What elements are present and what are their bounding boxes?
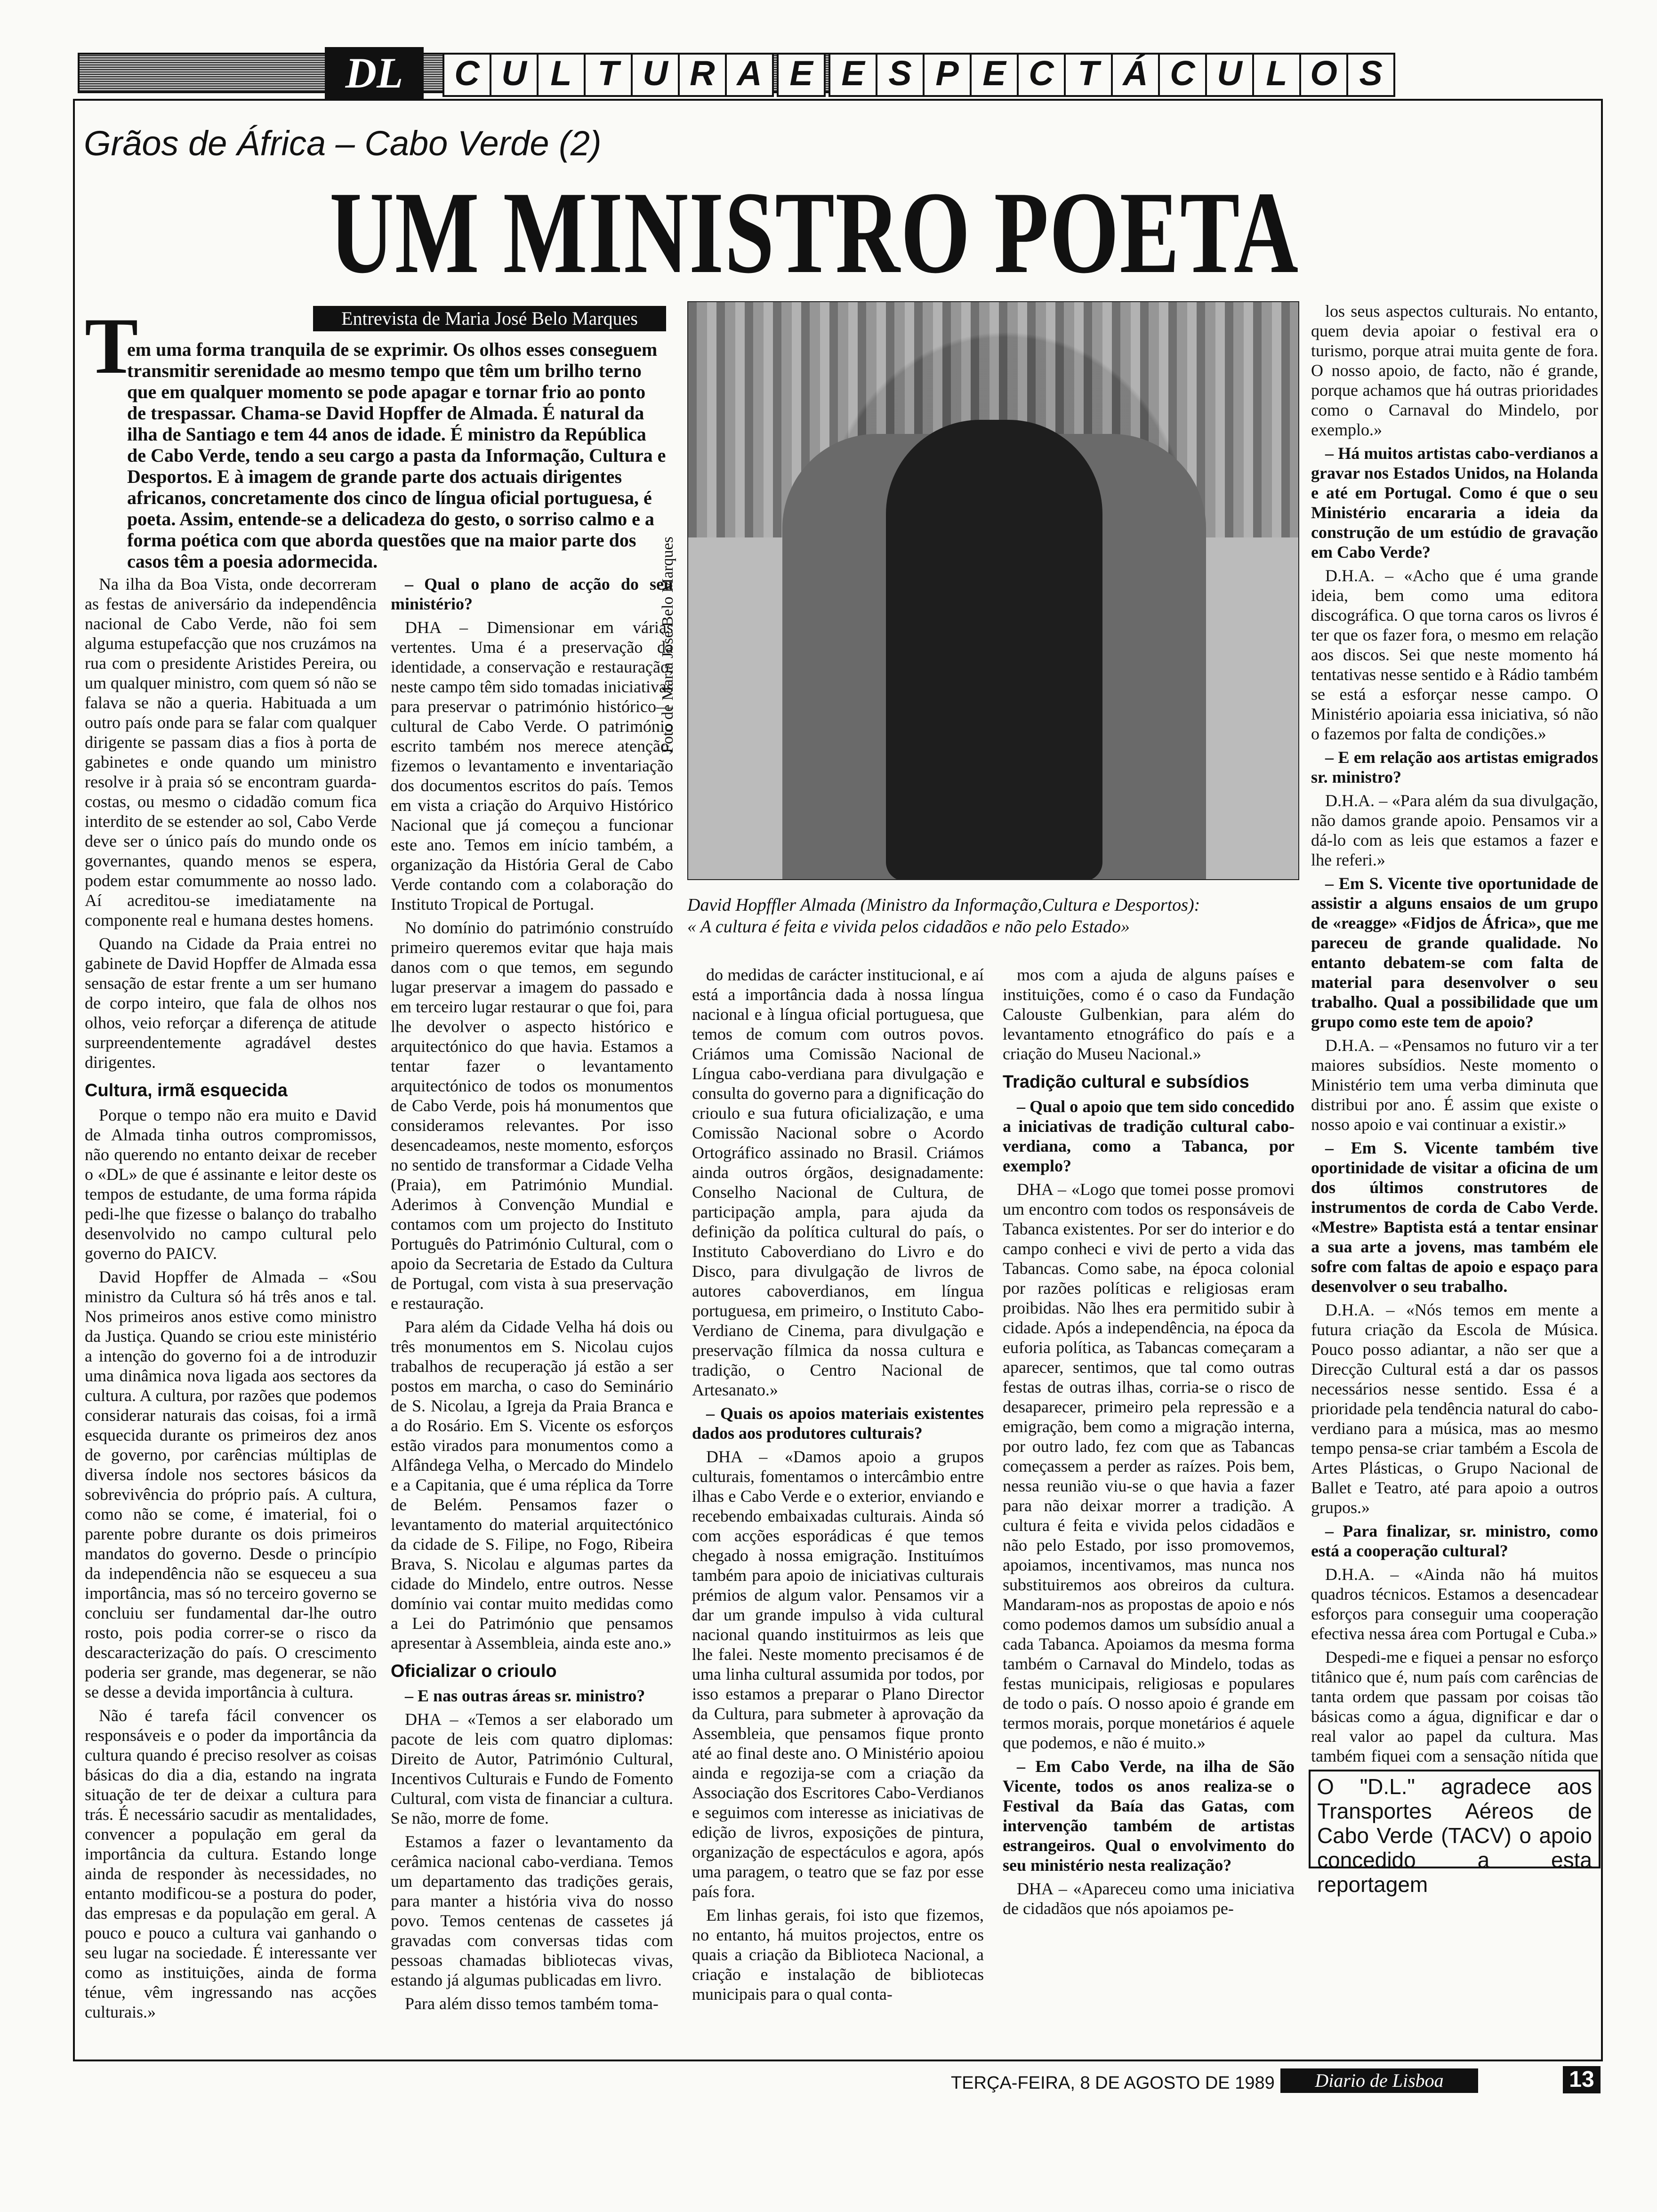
lede: em uma forma tranquila de se exprimir. Os olhos esses conseguem transmitir serenidade ao mesmo tempo que têm um brilho terno que em qualquer momento se pode apagar e tornar frio ao ponto de trespassar. Chama-se David Hopffer de Almada. É natural da ilha de Santiago e tem 44 anos de idade. É ministro da República de Cabo Verde, tendo a seu cargo a pasta da Informação, Cultura e Desportos. E à imagem de grande parte dos actuais dirigentes africanos, concretamente dos cinco de língua oficial portuguesa, é poeta. Assim, entende-se a delicadeza do gesto, o sorriso calmo e a forma poética com que aborda questões que na maior parte dos casos têm a poesia adormecida. [127, 339, 666, 572]
paragraph: D.H.A. – «Acho que é uma grande ideia, bem como uma editora discográfica. O que torna caros os livros é ter que os fazer fora, o mesmo em relação aos discos. Sei que neste momento há tentativas nesse sentido e à Rádio também se está a esforçar nesse campo. O Ministério apoiaria essa iniciativa, só não o fazemos por falta de condições.» [1311, 566, 1598, 743]
section-letter: U [490, 53, 539, 97]
question: – Em Cabo Verde, na ilha de São Vicente, todos os anos realiza-se o Festival da Baía das Gatas, com intervenção também de artistas estrangeiros. Qual o envolvimento do seu ministério nesta realização? [1003, 1757, 1295, 1875]
section-letter: R [678, 53, 727, 97]
question: – Há muitos artistas cabo-verdianos a gravar nos Estados Unidos, na Holanda e até em Portugal. Como é que o seu Ministério encararia a ideia da construção de um estúdio de gravação em Cabo Verde? [1311, 444, 1598, 561]
paragraph: D.H.A. – «Pensamos no futuro vir a ter maiores subsídios. Neste momento o Ministério tem uma verba diminuta que distribui por ano. É assim que existe o nosso apoio e vai continuar a existir.» [1311, 1036, 1598, 1134]
section-letter: U [631, 53, 680, 97]
section-letter: S [876, 53, 925, 97]
seated-person [886, 420, 1102, 880]
column-1 [85, 574, 377, 2061]
section-letter: T [584, 53, 633, 97]
question: – Em S. Vicente tive oportunidade de assistir a alguns ensaios de um grupo de «reagge» «Fidjos de África», que me pareceu de grande qualidade. No entanto debatem-se com falta de material para desenvolver o seu trabalho. Qual a possibilidade que um grupo como este tem de apoio? [1311, 874, 1598, 1031]
minister-photo [687, 301, 1299, 880]
question: – Quais os apoios materiais existentes dados aos produtores culturais? [692, 1404, 984, 1443]
paragraph: D.H.A. – «Para além da sua divulgação, não damos grande apoio. Pensamos vir a dá-lo com as leis que estamos a fazer e lhe referi.» [1311, 791, 1598, 869]
question: – Qual o plano de acção do seu ministério? [391, 575, 673, 613]
section-letter: L [537, 53, 586, 97]
photo-credit: Foto de Maria José Belo Marques [659, 537, 676, 753]
paragraph: Para além da Cidade Velha há dois ou três monumentos em S. Nicolau cujos trabalhos de recuperação já estão a ser postos em marcha, o caso do Seminário de S. Nicolau, a Igreja da Praia Branca e a do Rosário. Em S. Vicente os esforços estão virados para monumentos como a Alfândega Velha, o Mercado do Mindelo e a Capitania, que é uma réplica da Torre de Belém. Pensamos fazer o levantamento do material arquitectónico da cidade de S. Filipe, no Fogo, Ribeira Brava, S. Nicolau e algumas partes da cidade do Mindelo, entre outros. Nesse domínio vai contar muito medidas como a Lei do Património que pensamos apresentar à Assembleia, ainda este ano.» [391, 1317, 673, 1652]
photo-caption [687, 894, 1309, 938]
section-letter: S [1346, 53, 1395, 97]
footer-masthead: Diario de Lisboa [1280, 2068, 1478, 2093]
page-number: 13 [1563, 2066, 1601, 2093]
section-letter: A [725, 53, 774, 97]
column-5 [1311, 301, 1598, 1765]
paragraph: Na ilha da Boa Vista, onde decorreram as festas de aniversário da independência nacional de Cabo Verde, não foi sem alguma estupefacção que nos cruzámos na rua com o presidente Aristides Pereira, ou um qualquer ministro, com quem só não se falava se não a queria. Habituada a um outro país onde para se falar com qualquer dirigente se passam dias a fios à porta de gabinetes e onde quando um ministro resolve ir à praia só se encontram guarda-costas, ou mesmo o cidadão comum fica interdito de se estender ao sol, Cabo Verde deve ser o único país do mundo onde os governantes, quando menos se espera, podem estar comummente ao nosso lado. Aí acreditou-se imediatamente na componente real e humana destes homens. [85, 575, 377, 930]
paragraph: No domínio do património construído primeiro queremos evitar que haja mais danos com o que temos, em segundo lugar preservar a imagem do passado e em terceiro lugar restaurar o que foi, para lhe devolver o aspecto histórico e arquitectónico do que havia. Estamos a tentar fazer o levantamento arquitectónico de todos os monumentos de Cabo Verde, pois há monumentos que consideramos relevantes. Por isso desencadeamos, neste momento, esforços no sentido de transformar a Cidade Velha (Praia), em Património Mundial. Aderimos à Convenção Mundial e contamos com um projecto do Instituto Português do Património Cultural, com o apoio da Secretaria de Estado da Cultura de Portugal, com vista à sua preservação e restauração. [391, 918, 673, 1313]
subheading: Cultura, irmã esquecida [85, 1081, 288, 1100]
paragraph: Para além disso temos também toma- [405, 1994, 659, 2013]
column-4 [1003, 965, 1295, 2061]
paragraph: D.H.A. – «Nós temos em mente a futura criação da Escola de Música. Pouco posso adiantar, a não ser que a Direcção Cultural está a dar os passos necessários nesse sentido. Essa é a prioridade pela tendência natural do cabo-verdiano para a música, mas ao mesmo tempo pensa-se criar também a Escola de Artes Plásticas, o Grupo Nacional de Ballet e Teatro, até para apoio a outros grupos.» [1311, 1300, 1598, 1517]
question: – E em relação aos artistas emigrados sr. ministro? [1311, 748, 1598, 786]
column-2 [391, 574, 673, 2061]
paragraph: David Hopffer de Almada – «Sou ministro da Cultura só há três anos e tal. Nos primeiros anos estive como ministro da Justiça. Quando se criou este ministério a intenção do governo foi a de introduzir uma dinâmica nova ligada aos sectores da cultura. A cultura, por razões que podemos considerar naturais das coisas, foi a irmã esquecida durante os primeiros dez anos de governo, por carências múltiplas de diversa índole nos sectores básicos da sobrevivência do próprio país. A cultura, como não se come, é imaterial, foi o parente pobre durante os dois primeiros mandatos do governo. Desde o princípio da independência não se esqueceu a sua importância, mas só no terceiro governo se concluiu ser fundamental dar-lhe outro rosto, pois podia correr-se o risco da descaracterização do país. O crescimento poderia ser grande, mas degenerar, se não se desse a devida importância à cultura. [85, 1267, 377, 1701]
paragraph: D.H.A. – «Ainda não há muitos quadros técnicos. Estamos a desencadear esforços para conseguir uma cooperação efectiva nessa área com Portugal e Cuba.» [1311, 1565, 1598, 1643]
section-letter: O [1299, 53, 1348, 97]
section-letter: L [1252, 53, 1301, 97]
column-3 [692, 965, 984, 2061]
paragraph: DHA – Dimensionar em várias vertentes. Uma é a preservação da identidade, a conservação e restauração, neste campo têm sido tomadas iniciativas para preservar o património histórico—cultural de Cabo Verde. O património escrito também nos merece atenção, fizemos o levantamento e inventariação dos documentos escritos do país. Temos em vista a criação do Arquivo Histórico Nacional que já começou a funcionar este ano. Temos em início também, a organização da História Geral de Cabo Verde contando com a colaboração do Instituto Tropical de Portugal. [391, 618, 673, 914]
section-letter: C [1158, 53, 1207, 97]
question: – Qual o apoio que tem sido concedido a iniciativas de tradição cultural cabo-verdiana, como a Tabanca, por exemplo? [1003, 1097, 1295, 1175]
section-letter: C [442, 53, 491, 97]
section-letter: E [970, 53, 1019, 97]
headline: UM MINISTRO POETA [330, 168, 1299, 298]
kicker: Grãos de África – Cabo Verde (2) [84, 124, 602, 163]
section-letter: E [828, 53, 877, 97]
paragraph: DHA – «Apareceu como uma iniciativa de cidadãos que nós apoiamos pe- [1003, 1879, 1295, 1918]
paragraph: Em linhas gerais, foi isto que fizemos, no entanto, há muitos projectos, entre os quais a criação da Biblioteca Nacional, a criação e instalação de bibliotecas municipais para o qual conta- [692, 1906, 984, 2004]
paragraph: Porque o tempo não era muito e David de Almada tinha outros compromissos, não querendo no entanto deixar de receber o «DL» de que é assinante e leitor deste os tempos de estudante, de uma forma rápida pedi-lhe que fizesse o balanço do trabalho desenvolvido no campo cultural pelo governo do PAICV. [85, 1106, 377, 1263]
paragraph: Despedi-me e fiquei a pensar no esforço titânico que é, num país com carências de tanta ordem que passam por coisas tão básicas como a água, dignificar e dar o real valor ao papel da cultura. Mas também fiquei com a sensação nítida que [1311, 1648, 1598, 1765]
paragraph: DHA – «Temos a ser elaborado um pacote de leis com quatro diplomas: Direito de Autor, Património Cultural, Incentivos Culturais e Fundo de Fomento Cultural, com vista de financiar a cultura. Se não, morre de fome. [391, 1710, 673, 1827]
section-letter: Á [1111, 53, 1160, 97]
paragraph: DHA – «Damos apoio a grupos culturais, fomentamos o intercâmbio entre ilhas e Cabo Verde e o exterior, enviando e recebendo embaixadas culturais. Ainda só com acções esporádicas é que temos chegado à nossa emigração. Instituímos também para apoio de iniciativas culturais prémios de algum valor. Pensamos vir a dar um grande impulso à vida cultural nacional quando instituirmos as leis que lhe falei. Neste momento precisamos é de uma linha cultural assumida por todos, por isso estamos a preparar o Plano Director da Cultura, para submeter à aprovação da Assembleia, que pensamos fique pronto até ao final deste ano. O Ministério apoiou ainda e regozija-se com a criação da Associação dos Escritores Cabo-Verdianos e seguimos com interesse as iniciativas de edição de livros, exposições de pintura, organização de espectáculos e agora, após uma paragem, o teatro que se faz por esse país fora. [692, 1447, 984, 1901]
dl-logo: DL [325, 47, 424, 99]
caption-line: David Hopffler Almada (Ministro da Informação,Cultura e Desportos): [687, 895, 1200, 915]
section-letter: C [1017, 53, 1066, 97]
paragraph: DHA – «Logo que tomei posse promovi um encontro com todos os responsáveis de Tabanca existentes. Por ser do interior e do campo conheci e vivi de perto a vida das Tabancas. Como sabe, na época colonial por razões políticas e religiosas eram proibidas. Não lhes era permitido subir à cidade. Após a independência, na época da euforia política, as Tabancas começaram a aparecer, sentimos, que tal como outras festas de outras ilhas, corria-se o risco de desaparecer, primeiro pela repressão e a emigração, bem como a migração interna, por outro lado, fez com que as Tabancas começassem a perder as raízes. Pois bem, nessa reunião viu-se o que havia a fazer para não deixar morrer a tradição. A cultura é feita e vivida pelos cidadãos e não pelo Estado, por isso promovemos, apoiamos, incentivamos, mas nunca nos substituiremos aos obreiros da cultura. Mandaram-nos as propostas de apoio e nós como podemos damos um subsídio anual a cada Tabanca. Apoiamos da mesma forma também o Carnaval do Mindelo, todas as festas municipais, religiosas e populares de todo o país. O nosso apoio é grande em termos morais, porque monetários é aquele que podemos, e não é muito.» [1003, 1180, 1295, 1752]
paragraph: Quando na Cidade da Praia entrei no gabinete de David Hopffer de Almada essa sensação de estar frente a um ser humano de corpo inteiro, que fala de olhos nos olhos, veio reforçar a diferença de atitude surpreendentemente agradável destes dirigentes. [85, 934, 377, 1072]
drop-cap: T [85, 302, 138, 390]
byline: Entrevista de Maria José Belo Marques [313, 306, 666, 331]
section-letter: U [1205, 53, 1254, 97]
section-letter: P [923, 53, 972, 97]
question: – E nas outras áreas sr. ministro? [405, 1686, 645, 1705]
subheading: Tradição cultural e subsídios [1003, 1072, 1249, 1092]
paragraph: Estamos a fazer o levantamento da cerâmica nacional cabo-verdiana. Temos um departamento das tradições gerais, para manter a história viva do nosso povo. Temos centenas de cassetes já gravadas com conversas tidas com pessoas chamadas bibliotecas vivas, estando já algumas publicadas em livro. [391, 1832, 673, 1989]
paragraph: Não é tarefa fácil convencer os responsáveis e o poder da importância da cultura quando é preciso resolver as coisas básicas do dia a dia, estando na ingrata situação de ter de deixar a cultura para trás. É necessário sacudir as mentalidades, convencer a população em geral da importância da cultura. Estando longe ainda de responder às necessidades, no entanto modificou-se a postura do poder, das empresas e da população em geral. A pouco e pouco a cultura vai ganhando o seu lugar na sociedade. É interessante ver como as instituições, ainda de forma ténue, vêm ingressando nas acções culturais.» [85, 1706, 377, 2021]
paragraph: do medidas de carácter institucional, e aí está a importância dada à nossa língua nacional e à língua oficial portuguesa, que temos de comum com outros povos. Criámos uma Comissão Nacional de Língua cabo-verdiana para divulgação e consulta do governo para a dignificação do crioulo e sua futura oficialização, e uma Comissão Nacional sobre o Acordo Ortográfico assinado no Brasil. Criámos ainda outros órgãos, designadamente: Conselho Nacional de Cultura, de participação ampla, para ajuda da definição da política cultural do país, o Instituto Caboverdiano do Livro e do Disco, para divulgação de livros de autores caboverdianos, em língua portuguesa, em primeiro, o Instituto Cabo-Verdiano de Cinema, para divulgação e preservação fílmica da nossa cultura e tradição, o Centro Nacional de Artesanato.» [692, 965, 984, 1399]
question: – Para finalizar, sr. ministro, como está a cooperação cultural? [1311, 1522, 1598, 1560]
acknowledgement-box: O "D.L." agradece aos Transportes Aéreos de Cabo Verde (TACV) o apoio concedido a esta reportagem [1309, 1770, 1601, 1868]
caption-line: « A cultura é feita e vivida pelos cidadãos e não pelo Estado» [687, 917, 1130, 937]
paragraph: los seus aspectos culturais. No entanto, quem devia apoiar o festival era o turismo, porque atrai muita gente de fora. O nosso apoio, de facto, não é grande, porque achamos que há outras prioridades como o Carnaval do Mindelo, por exemplo.» [1311, 302, 1598, 439]
question: – Em S. Vicente também tive oportinidade de visitar a oficina de um dos últimos construtores de instrumentos de corda de Cabo Verde. «Mestre» Baptista está a tentar ensinar a sua arte a jovens, mas também ele sofre com faltas de apoio e espaço para desenvolver o seu trabalho. [1311, 1138, 1598, 1296]
footer-date: TERÇA-FEIRA, 8 DE AGOSTO DE 1989 [951, 2073, 1275, 2093]
subheading: Oficializar o crioulo [391, 1661, 557, 1681]
section-letter: E [777, 53, 826, 97]
section-letter: T [1064, 53, 1113, 97]
paragraph: mos com a ajuda de alguns países e instituições, como é o caso da Fundação Calouste Gulbenkian, para além do levantamento etnográfico do país e a criação do Museu Nacional.» [1003, 965, 1295, 1063]
